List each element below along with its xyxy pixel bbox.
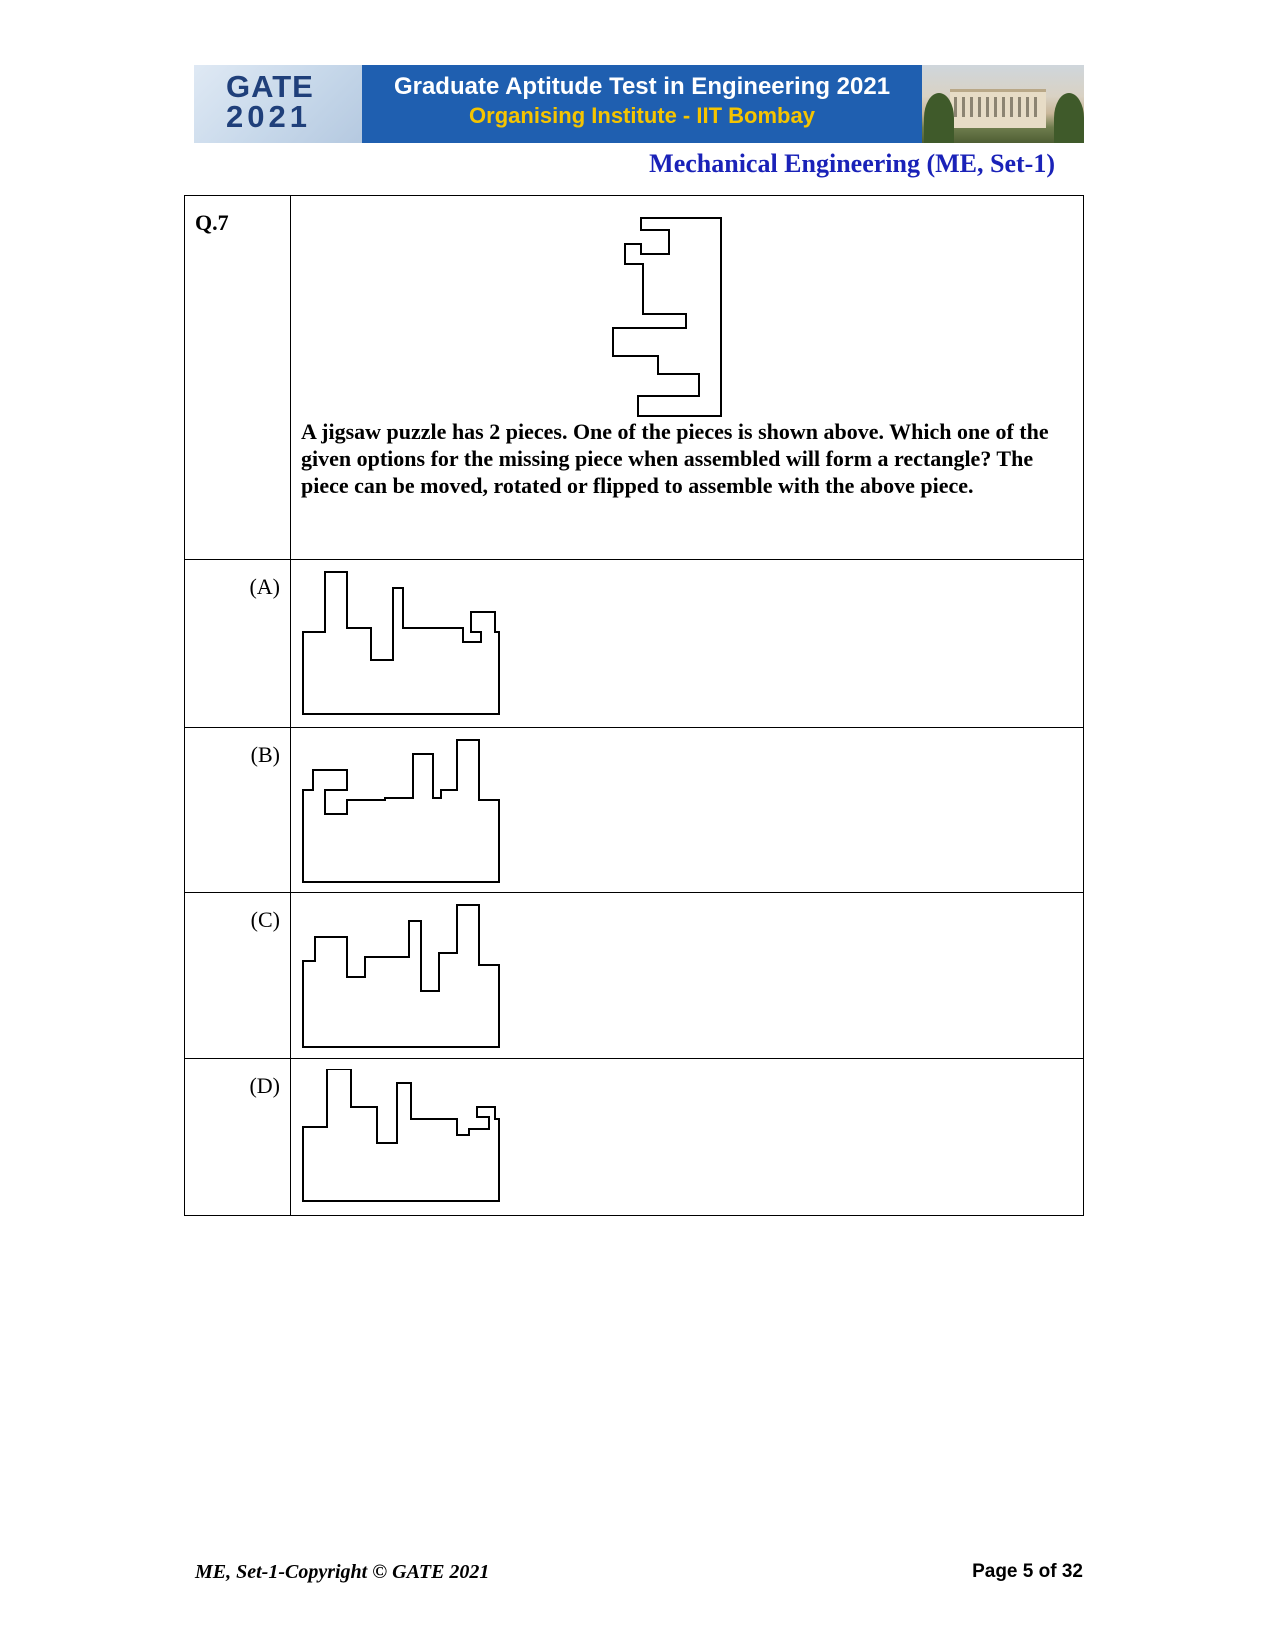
- page-current: 5: [1022, 1561, 1034, 1582]
- question-table: [184, 195, 1084, 1216]
- option-label-a: (A): [249, 574, 280, 599]
- option-label-cell: [185, 728, 291, 893]
- option-label-d: (D): [249, 1073, 280, 1098]
- option-row-c: [185, 893, 1084, 1059]
- page-total: 32: [1061, 1561, 1083, 1582]
- question-number: Q.7: [195, 210, 229, 235]
- building-windows: [954, 97, 1042, 117]
- option-label-cell: [185, 560, 291, 728]
- option-c-figure: [301, 903, 501, 1049]
- option-a-outline: [303, 572, 499, 714]
- option-d-outline: [303, 1069, 499, 1201]
- puzzle-piece-figure: [611, 216, 731, 418]
- puzzle-piece-outline: [613, 218, 721, 416]
- question-row: [185, 196, 1084, 560]
- option-d-figure: [301, 1069, 501, 1215]
- banner-subtitle: Organising Institute - IIT Bombay: [469, 103, 815, 128]
- option-label-c: (C): [250, 907, 280, 932]
- option-figure-cell: [291, 893, 1084, 1059]
- footer-copyright: ME, Set-1-Copyright © GATE 2021: [195, 1561, 490, 1583]
- question-number-cell: [185, 196, 291, 560]
- tree-image: [1054, 93, 1084, 143]
- question-content-cell: [291, 196, 1084, 560]
- gate-logo: [194, 65, 362, 143]
- option-row-a: [185, 560, 1084, 728]
- option-figure-cell: [291, 1059, 1084, 1216]
- tree-image: [924, 93, 954, 143]
- footer-page-number: [972, 1561, 1083, 1583]
- question-text: A jigsaw puzzle has 2 pieces. One of the pieces is shown above. Which one of the given options for the missing piece when assembled will form a rectangle? The piece can be moved, rotated or flipped to assemble with the above piece.: [301, 419, 1049, 498]
- option-label-cell: [185, 1059, 291, 1216]
- option-row-d: [185, 1059, 1084, 1216]
- option-b-outline: [303, 740, 499, 882]
- banner-title: Graduate Aptitude Test in Engineering 2021: [393, 73, 891, 100]
- option-figure-cell: [291, 560, 1084, 728]
- logo-text-year: 2021: [226, 99, 311, 134]
- header-banner: [194, 65, 1084, 143]
- option-a-figure: [301, 570, 501, 716]
- option-label-cell: [185, 893, 291, 1059]
- option-b-figure: [301, 738, 501, 884]
- option-row-b: [185, 728, 1084, 893]
- logo-text-gate: GATE: [226, 69, 314, 104]
- option-label-b: (B): [250, 742, 280, 767]
- page-of: of: [1038, 1561, 1057, 1582]
- banner-title-block: [362, 65, 922, 143]
- institute-photo: [922, 65, 1084, 143]
- option-c-outline: [303, 905, 499, 1047]
- subject-title: Mechanical Engineering (ME, Set-1): [649, 149, 1055, 178]
- option-figure-cell: [291, 728, 1084, 893]
- page-prefix: Page: [972, 1561, 1018, 1582]
